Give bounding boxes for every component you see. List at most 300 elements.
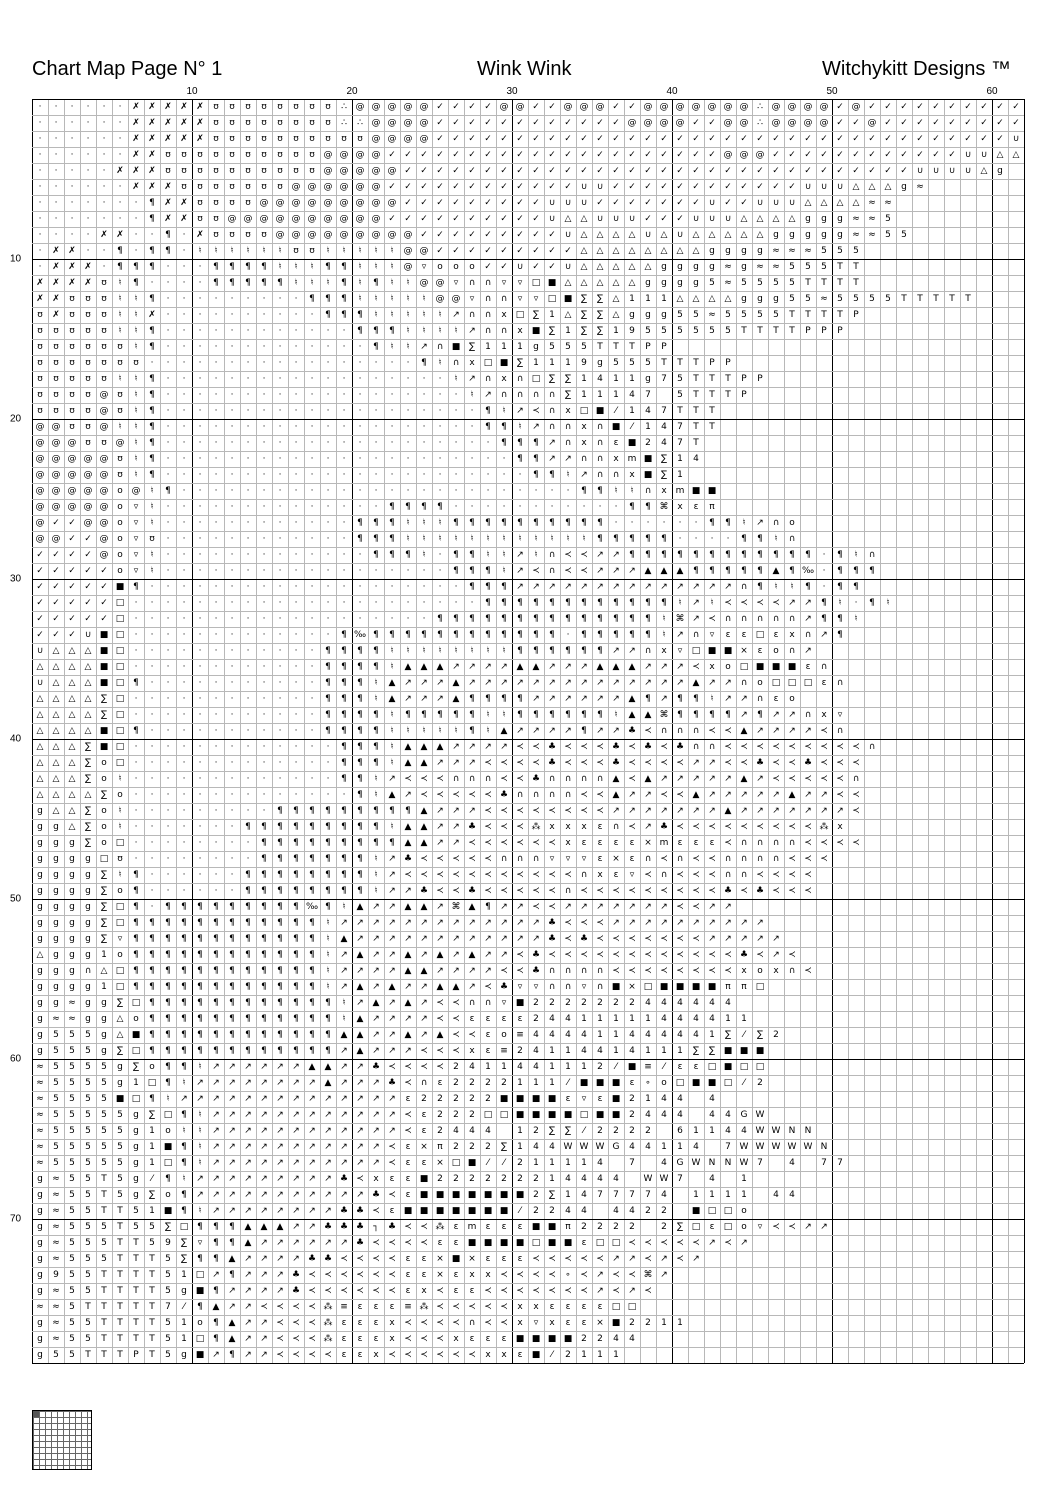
chart-cell: g xyxy=(709,262,715,272)
chart-cell: 5 xyxy=(85,1046,91,1056)
chart-cell: ∪ xyxy=(612,214,620,224)
chart-cell: · xyxy=(246,694,250,704)
column-number-30: 30 xyxy=(506,86,518,97)
chart-cell: ∑ xyxy=(660,454,668,464)
chart-cell: ↗ xyxy=(244,1126,252,1136)
chart-cell xyxy=(864,275,880,291)
chart-cell: ≺ xyxy=(580,790,588,800)
chart-cell xyxy=(768,1235,784,1251)
chart-cell: ≺ xyxy=(628,934,636,944)
chart-cell: ∩ xyxy=(692,726,700,736)
chart-cell: ↗ xyxy=(724,918,732,928)
chart-cell: ≺ xyxy=(692,902,700,912)
chart-cell: ↗ xyxy=(756,934,764,944)
chart-cell xyxy=(1008,1251,1024,1267)
chart-cell: ¶ xyxy=(293,998,299,1008)
chart-cell: ✗ xyxy=(164,118,172,128)
chart-cell: ¶ xyxy=(165,1014,171,1024)
chart-cell: g xyxy=(37,886,43,896)
grid-line-vertical xyxy=(448,99,449,1363)
chart-cell: ∑ xyxy=(116,998,124,1008)
chart-cell: ≺ xyxy=(452,1014,460,1024)
chart-cell: P xyxy=(133,1350,139,1360)
chart-cell: ≺ xyxy=(628,966,636,976)
chart-cell: ✗ xyxy=(164,214,172,224)
chart-cell: ⌘ xyxy=(451,902,461,912)
chart-cell: @ xyxy=(371,182,381,192)
chart-cell: ▿ xyxy=(133,518,139,528)
chart-cell: 7 xyxy=(677,422,683,432)
chart-cell xyxy=(1008,227,1024,243)
chart-cell xyxy=(688,1283,704,1299)
chart-cell: 4 xyxy=(469,1126,475,1136)
chart-cell xyxy=(992,595,1008,611)
chart-cell xyxy=(720,339,736,355)
chart-cell: ≺ xyxy=(436,1046,444,1056)
chart-cell xyxy=(928,963,944,979)
chart-cell xyxy=(976,1091,992,1107)
chart-cell: ♮ xyxy=(390,246,394,256)
chart-cell xyxy=(848,947,864,963)
chart-cell: ✓ xyxy=(884,134,892,144)
chart-cell: ≺ xyxy=(452,1350,460,1360)
chart-cell xyxy=(848,483,864,499)
chart-cell: · xyxy=(166,598,170,608)
chart-cell xyxy=(1008,755,1024,771)
chart-cell: ∑ xyxy=(100,918,108,928)
chart-cell xyxy=(992,1123,1008,1139)
chart-cell xyxy=(704,1251,720,1267)
chart-cell xyxy=(1008,211,1024,227)
grid-line-vertical xyxy=(944,99,945,1363)
chart-cell xyxy=(992,915,1008,931)
chart-cell: ∩ xyxy=(804,710,812,720)
chart-cell: 5 xyxy=(821,262,827,272)
chart-cell xyxy=(912,675,928,691)
chart-cell xyxy=(880,339,896,355)
chart-cell: ¶ xyxy=(229,918,235,928)
chart-cell: 4 xyxy=(629,1206,635,1216)
chart-cell: · xyxy=(118,102,122,112)
chart-cell: @ xyxy=(371,230,381,240)
chart-cell: · xyxy=(342,518,346,528)
chart-cell: ≺ xyxy=(548,950,556,960)
chart-cell: ↗ xyxy=(548,662,556,672)
chart-cell: ∴ xyxy=(341,118,347,128)
chart-cell: ¶ xyxy=(341,646,347,656)
chart-cell xyxy=(832,419,848,435)
chart-cell: ∑ xyxy=(100,934,108,944)
chart-cell: ■ xyxy=(707,982,717,992)
chart-cell: · xyxy=(374,406,378,416)
chart-cell: ∩ xyxy=(500,854,508,864)
chart-cell xyxy=(976,1331,992,1347)
chart-cell: ʊ xyxy=(293,150,299,160)
chart-cell: ↗ xyxy=(388,902,396,912)
chart-cell xyxy=(656,1347,672,1363)
chart-cell: ¶ xyxy=(213,918,219,928)
chart-cell: ↗ xyxy=(676,774,684,784)
chart-cell: · xyxy=(230,694,234,704)
chart-cell: 2 xyxy=(597,1062,603,1072)
chart-cell xyxy=(912,515,928,531)
chart-cell: ↗ xyxy=(372,950,380,960)
chart-cell: ε xyxy=(709,838,715,848)
chart-cell: △ xyxy=(564,310,572,320)
chart-cell: ∩ xyxy=(548,550,556,560)
chart-cell: · xyxy=(374,390,378,400)
chart-cell: ≺ xyxy=(292,1318,300,1328)
chart-cell: ✓ xyxy=(772,134,780,144)
chart-cell: ¶ xyxy=(357,822,363,832)
chart-cell xyxy=(912,403,928,419)
chart-cell xyxy=(1008,1059,1024,1075)
chart-cell xyxy=(912,931,928,947)
chart-cell: △ xyxy=(612,230,620,240)
chart-cell: · xyxy=(342,470,346,480)
chart-cell: ↗ xyxy=(580,662,588,672)
chart-cell: · xyxy=(198,806,202,816)
chart-cell: ✗ xyxy=(68,262,76,272)
chart-cell xyxy=(928,371,944,387)
chart-cell: 5 xyxy=(645,326,651,336)
chart-cell: 7 xyxy=(613,1190,619,1200)
chart-cell: ¶ xyxy=(213,262,219,272)
chart-cell: ▲ xyxy=(212,1302,220,1312)
chart-cell: ♮ xyxy=(262,246,266,256)
chart-cell xyxy=(816,387,832,403)
chart-cell: ↗ xyxy=(372,1142,380,1152)
chart-cell: ↗ xyxy=(356,1078,364,1088)
chart-cell: g xyxy=(69,902,75,912)
chart-cell: ✓ xyxy=(420,230,428,240)
chart-cell: @ xyxy=(803,102,813,112)
chart-cell: 2 xyxy=(437,1110,443,1120)
chart-cell xyxy=(880,579,896,595)
chart-cell: ¶ xyxy=(549,710,555,720)
chart-cell xyxy=(944,403,960,419)
chart-cell xyxy=(944,435,960,451)
chart-cell xyxy=(784,915,800,931)
grid-line-vertical xyxy=(928,99,929,1363)
chart-cell xyxy=(976,419,992,435)
chart-cell: ≺ xyxy=(468,1302,476,1312)
chart-cell xyxy=(1008,963,1024,979)
chart-cell: △ xyxy=(660,230,668,240)
chart-cell: ¶ xyxy=(245,950,251,960)
chart-cell xyxy=(864,675,880,691)
chart-cell: ≈ xyxy=(868,198,876,208)
chart-cell: ▿ xyxy=(133,566,139,576)
chart-cell: · xyxy=(486,438,490,448)
chart-cell: 1 xyxy=(517,1078,523,1088)
chart-cell: ♮ xyxy=(742,518,746,528)
chart-cell: ¶ xyxy=(853,582,859,592)
chart-cell: ≺ xyxy=(388,1286,396,1296)
chart-cell: ≺ xyxy=(564,934,572,944)
chart-cell: P xyxy=(805,326,811,336)
chart-cell: ♣ xyxy=(307,1254,317,1264)
chart-cell: ✓ xyxy=(436,166,444,176)
chart-cell: ¶ xyxy=(405,630,411,640)
chart-cell: ▲ xyxy=(612,790,620,800)
chart-cell: ʊ xyxy=(245,182,251,192)
chart-cell xyxy=(944,659,960,675)
chart-cell: @ xyxy=(67,502,77,512)
chart-cell: ≺ xyxy=(516,1286,524,1296)
chart-cell: m xyxy=(627,454,637,464)
chart-cell: g xyxy=(85,950,91,960)
chart-cell: T xyxy=(85,1350,91,1360)
chart-cell: ♮ xyxy=(134,470,138,480)
chart-cell: ↗ xyxy=(660,694,668,704)
chart-cell xyxy=(800,1091,816,1107)
chart-cell: ↗ xyxy=(340,1158,348,1168)
chart-cell: ≺ xyxy=(644,966,652,976)
chart-cell: ¶ xyxy=(517,454,523,464)
chart-cell: ≺ xyxy=(820,742,828,752)
chart-cell: P xyxy=(645,342,651,352)
chart-cell: · xyxy=(214,502,218,512)
chart-cell xyxy=(768,483,784,499)
chart-cell xyxy=(832,1347,848,1363)
chart-cell: ↗ xyxy=(788,598,796,608)
chart-cell: ↗ xyxy=(532,422,540,432)
chart-cell: · xyxy=(134,246,138,256)
chart-cell: ʊ xyxy=(181,182,187,192)
chart-cell: ¶ xyxy=(533,630,539,640)
grid-line-vertical xyxy=(320,99,321,1363)
chart-cell: @ xyxy=(723,102,733,112)
chart-cell: ■ xyxy=(467,1206,477,1216)
chart-cell: ♮ xyxy=(358,262,362,272)
chart-cell: ≺ xyxy=(548,1270,556,1280)
chart-cell: ✓ xyxy=(836,102,844,112)
chart-cell: △ xyxy=(580,246,588,256)
chart-cell: · xyxy=(278,294,282,304)
chart-cell: ♣ xyxy=(547,742,557,752)
chart-cell: · xyxy=(166,614,170,624)
chart-cell: ♮ xyxy=(534,534,538,544)
chart-cell: ✓ xyxy=(500,230,508,240)
chart-cell: · xyxy=(854,598,858,608)
chart-cell: ♮ xyxy=(374,678,378,688)
chart-cell: 2 xyxy=(517,1174,523,1184)
chart-cell xyxy=(928,659,944,675)
chart-cell: g xyxy=(661,310,667,320)
chart-cell: ▲ xyxy=(692,678,700,688)
chart-cell: ✓ xyxy=(36,550,44,560)
chart-cell xyxy=(752,1203,768,1219)
chart-cell: 5 xyxy=(85,1318,91,1328)
chart-cell: ≺ xyxy=(452,1030,460,1040)
row-number-60: 60 xyxy=(10,1053,22,1065)
chart-cell xyxy=(944,947,960,963)
chart-cell: ↗ xyxy=(628,806,636,816)
chart-cell: g xyxy=(37,1286,43,1296)
chart-cell: ♮ xyxy=(374,246,378,256)
chart-cell: ↗ xyxy=(788,806,796,816)
chart-cell: N xyxy=(804,1126,812,1136)
chart-cell: · xyxy=(278,774,282,784)
chart-cell: ¶ xyxy=(869,566,875,576)
grid-line-vertical xyxy=(720,99,721,1363)
chart-cell: · xyxy=(246,646,250,656)
chart-cell xyxy=(816,1107,832,1123)
chart-cell xyxy=(880,611,896,627)
chart-cell: □ xyxy=(611,1238,621,1248)
chart-cell: ≺ xyxy=(660,1238,668,1248)
chart-cell: · xyxy=(134,230,138,240)
chart-cell: ε xyxy=(773,694,779,704)
chart-cell: 2 xyxy=(437,1126,443,1136)
chart-cell: · xyxy=(278,710,282,720)
chart-cell xyxy=(816,963,832,979)
chart-cell xyxy=(832,867,848,883)
chart-cell: ¶ xyxy=(213,1334,219,1344)
chart-cell: 5 xyxy=(53,1142,59,1152)
chart-cell xyxy=(976,611,992,627)
chart-cell: ≈ xyxy=(52,1014,60,1024)
chart-cell: ʊ xyxy=(261,182,267,192)
chart-cell xyxy=(1008,1043,1024,1059)
chart-cell xyxy=(864,1315,880,1331)
grid-line-vertical xyxy=(544,99,545,1363)
chart-cell: T xyxy=(725,390,731,400)
chart-cell xyxy=(864,483,880,499)
chart-cell: ¶ xyxy=(533,598,539,608)
chart-cell xyxy=(768,1267,784,1283)
chart-cell: ↗ xyxy=(820,630,828,640)
chart-cell: ¶ xyxy=(725,550,731,560)
grid-line-vertical xyxy=(832,99,833,1363)
chart-cell: ♮ xyxy=(390,342,394,352)
chart-cell: ✓ xyxy=(388,182,396,192)
chart-cell: ✓ xyxy=(68,534,76,544)
chart-cell xyxy=(768,467,784,483)
chart-cell xyxy=(976,195,992,211)
chart-cell: ▲ xyxy=(596,662,604,672)
chart-cell: ↗ xyxy=(628,582,636,592)
chart-cell xyxy=(960,1011,976,1027)
chart-cell: ¶ xyxy=(533,438,539,448)
chart-cell: ≺ xyxy=(500,1318,508,1328)
chart-cell xyxy=(992,1267,1008,1283)
chart-cell: 5 xyxy=(85,1270,91,1280)
chart-cell: ε xyxy=(597,838,603,848)
chart-cell: ≈ xyxy=(820,294,828,304)
chart-cell: · xyxy=(278,758,282,768)
chart-cell: · xyxy=(246,422,250,432)
chart-cell: △ xyxy=(820,198,828,208)
chart-cell xyxy=(944,1171,960,1187)
chart-cell: 1 xyxy=(101,982,107,992)
grid-line-vertical xyxy=(48,99,49,1363)
chart-cell: ¶ xyxy=(245,966,251,976)
chart-cell: ¶ xyxy=(757,710,763,720)
chart-cell: ⁂ xyxy=(323,1318,333,1328)
chart-cell: ▿ xyxy=(581,854,587,864)
chart-cell: ↗ xyxy=(276,1174,284,1184)
chart-cell: ≺ xyxy=(692,662,700,672)
chart-cell: 5 xyxy=(677,390,683,400)
chart-cell: ¶ xyxy=(213,1046,219,1056)
chart-cell: ≺ xyxy=(404,1126,412,1136)
chart-cell: ✓ xyxy=(468,166,476,176)
chart-cell: ¶ xyxy=(133,262,139,272)
chart-cell: ≺ xyxy=(596,806,604,816)
chart-cell: △ xyxy=(628,230,636,240)
chart-cell: ≺ xyxy=(692,934,700,944)
chart-cell: ʊ xyxy=(85,342,91,352)
chart-cell: T xyxy=(805,310,811,320)
chart-cell: ε xyxy=(693,1062,699,1072)
chart-cell: · xyxy=(294,710,298,720)
chart-cell: ↗ xyxy=(644,678,652,688)
chart-cell: ⨯ xyxy=(468,1254,476,1264)
chart-cell: ↗ xyxy=(260,1174,268,1184)
chart-cell: ✓ xyxy=(532,230,540,240)
chart-cell: ʊ xyxy=(325,102,331,112)
chart-cell xyxy=(928,323,944,339)
chart-cell: · xyxy=(438,454,442,464)
chart-cell: x xyxy=(373,1350,379,1360)
chart-cell: ↗ xyxy=(644,790,652,800)
chart-cell: · xyxy=(246,854,250,864)
chart-cell xyxy=(944,1091,960,1107)
chart-cell: ≡ xyxy=(644,1062,652,1072)
chart-cell: ✓ xyxy=(84,534,92,544)
chart-cell: · xyxy=(310,678,314,688)
chart-cell: ↗ xyxy=(708,758,716,768)
chart-cell: ¶ xyxy=(773,550,779,560)
chart-cell: · xyxy=(422,374,426,384)
chart-cell: o xyxy=(453,262,459,272)
chart-cell: ↗ xyxy=(308,1094,316,1104)
chart-cell: ♣ xyxy=(323,1222,333,1232)
chart-cell xyxy=(768,339,784,355)
chart-cell: ∩ xyxy=(772,518,780,528)
chart-cell: @ xyxy=(419,118,429,128)
chart-cell: 7 xyxy=(645,390,651,400)
chart-cell: P xyxy=(741,374,747,384)
chart-cell: @ xyxy=(35,422,45,432)
chart-cell xyxy=(688,1331,704,1347)
chart-cell: △ xyxy=(68,726,76,736)
chart-cell: 5 xyxy=(85,1334,91,1344)
chart-cell xyxy=(768,1347,784,1363)
chart-cell: o xyxy=(117,550,123,560)
chart-cell: ↗ xyxy=(660,1270,668,1280)
chart-cell xyxy=(992,419,1008,435)
chart-cell: ≺ xyxy=(820,774,828,784)
chart-cell: ✓ xyxy=(548,150,556,160)
grid-line-vertical xyxy=(880,99,881,1363)
chart-cell: 5 xyxy=(69,1318,75,1328)
chart-cell: o xyxy=(133,1014,139,1024)
chart-cell: ♣ xyxy=(323,1254,333,1264)
chart-cell: ¶ xyxy=(213,1030,219,1040)
chart-cell: ¶ xyxy=(581,598,587,608)
chart-cell xyxy=(976,835,992,851)
chart-cell: 5 xyxy=(709,326,715,336)
chart-cell: @ xyxy=(323,150,333,160)
chart-cell xyxy=(784,1267,800,1283)
chart-cell xyxy=(944,723,960,739)
chart-cell: ≈ xyxy=(804,246,812,256)
chart-cell xyxy=(640,1155,656,1171)
chart-cell: · xyxy=(246,438,250,448)
